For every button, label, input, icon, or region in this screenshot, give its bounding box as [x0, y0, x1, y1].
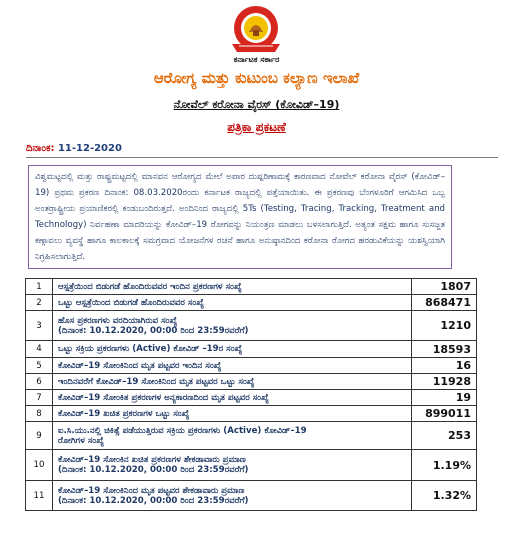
row-description-text: ಕೋವಿಡ್–19 ಸೋಂಕಿನಿಂದ ಮೃತ ಪಟ್ಟವರ ಇಂದಿನ ಸಂಖ್ಯೆ [58, 360, 222, 371]
table-row [26, 406, 477, 422]
table-row [26, 279, 477, 295]
karnataka-emblem-icon [227, 4, 285, 56]
row-value: 1.19% [412, 450, 477, 481]
row-description-text: ಐ.ಸಿ.ಯು.ನಲ್ಲಿ ಚಿಕಿತ್ಸೆ ಪಡೆಯುತ್ತಿರುವ ಸಕ್ರಿಯ ಪ್ರಕರಣಗಳು (Active) ಕೋವಿಡ್–19 [58, 425, 307, 436]
row-value: 1210 [412, 311, 477, 341]
row-description-text: ಕೋವಿಡ್–19 ಸೋಂಕಿನ ಖಚಿತ ಪ್ರಕರಣಗಳ ಶೇಕಡಾವಾರು ಪ್ರಮಾಣ [58, 455, 246, 465]
row-value: 19 [412, 390, 477, 406]
table-row [26, 295, 477, 311]
table-row [26, 374, 477, 390]
table-row [26, 481, 477, 511]
subject-title: ನೋವೆಲ್ ಕರೋನಾ ವೈರಸ್ (ಕೋವಿಡ್–19) [173, 98, 340, 111]
press-release-title: ಪತ್ರಿಕಾ ಪ್ರಕಟಣೆ [227, 120, 286, 134]
row-description [53, 374, 412, 390]
row-description-text: ಕೋವಿಡ್–19 ಸೋಂಕಿನಿಂದ ಮೃತ ಪಟ್ಟವರ ಶೇಕಡಾವಾರು ಪ್ರಮಾಣ [58, 485, 245, 496]
row-description-text: ಆಸ್ಪತ್ರೆಯಿಂದ ಬಿಡುಗಡೆ ಹೊಂದಿರುವವರ ಇಂದಿನ ಪ್ರಕರಣಗಳ ಸಂಖ್ಯೆ [58, 281, 242, 292]
row-description [53, 481, 412, 511]
date-value: 11-12-2020 [57, 143, 122, 154]
row-description-subtext: (ದಿನಾಂಕ: 10.12.2020, 00:00 ರಿಂದ 23:59ರವರೆಗೆ) [58, 465, 249, 475]
row-description-subtext: (ದಿನಾಂಕ: 10.12.2020, 00:00 ರಿಂದ 23:59ರವರೆಗೆ) [58, 325, 249, 336]
row-description [53, 358, 412, 374]
row-number: 2 [26, 295, 53, 311]
row-number: 6 [26, 374, 53, 390]
government-name: ಕರ್ನಾಟಕ ಸರ್ಕಾರ [233, 55, 280, 64]
date-label: ದಿನಾಂಕ: [26, 143, 55, 154]
row-value: 1807 [412, 279, 477, 295]
row-description-text: ಕೋವಿಡ್–19 ಸೋಂಕಿತ ಪ್ರಕರಣಗಳ ಅನ್ಯಕಾರಣದಿಂದ ಮೃತ ಪಟ್ಟವರ ಸಂಖ್ಯೆ [58, 392, 269, 403]
department-title: ಆರೋಗ್ಯ ಮತ್ತು ಕುಟುಂಬ ಕಲ್ಯಾಣ ಇಲಾಖೆ [153, 69, 360, 87]
table-row [26, 311, 477, 341]
row-description-text: ಕೋವಿಡ್–19 ಖಚಿತ ಪ್ರಕರಣಗಳ ಒಟ್ಟು ಸಂಖ್ಯೆ [58, 408, 190, 419]
table-row [26, 422, 477, 450]
table-row [26, 450, 477, 481]
row-number: 4 [26, 341, 53, 358]
row-description [53, 279, 412, 295]
row-description-text: ಹೊಸ ಪ್ರಕರಣಗಳು ವರದಿಯಾಗಿರುವ ಸಂಖ್ಯೆ [58, 315, 178, 326]
statistics-table [25, 278, 477, 511]
row-description-text: ಒಟ್ಟು ಆಸ್ಪತ್ರೆಯಿಂದ ಬಿಡುಗಡೆ ಹೊಂದಿರುವವರ ಸಂಖ್ಯೆ [58, 297, 205, 308]
row-value: 253 [412, 422, 477, 450]
row-description-text: ಒಟ್ಟು ಸಕ್ರಿಯ ಪ್ರಕರಣಗಳು (Active) ಕೋವಿಡ್ –19ರ ಸಂಖ್ಯೆ [58, 344, 243, 354]
row-value: 16 [412, 358, 477, 374]
row-number: 7 [26, 390, 53, 406]
row-value: 1.32% [412, 481, 477, 511]
row-number: 9 [26, 422, 53, 450]
row-value: 899011 [412, 406, 477, 422]
table-row [26, 390, 477, 406]
row-value: 11928 [412, 374, 477, 390]
row-value: 18593 [412, 341, 477, 358]
row-description [53, 406, 412, 422]
row-number: 5 [26, 358, 53, 374]
divider [26, 157, 498, 158]
row-description-subtext: ರೋಗಿಗಳ ಸಂಖ್ಯೆ [58, 435, 105, 446]
row-value: 868471 [412, 295, 477, 311]
row-description [53, 311, 412, 341]
row-description [53, 450, 412, 481]
row-number: 3 [26, 311, 53, 341]
row-description [53, 295, 412, 311]
row-description-text: ಇಂದಿನವರೆಗೆ ಕೋವಿಡ್–19 ಸೋಂಕಿನಿಂದ ಮೃತ ಪಟ್ಟವರ ಒಟ್ಟು ಸಂಖ್ಯೆ [58, 376, 255, 387]
table-row [26, 358, 477, 374]
row-description [53, 422, 412, 450]
date-line [26, 143, 122, 154]
row-number: 10 [26, 450, 53, 481]
intro-paragraph: ವಿಶ್ವಮಟ್ಟದಲ್ಲಿ ಮತ್ತು ರಾಷ್ಟ್ರಮಟ್ಟದಲ್ಲಿ ಮಾನವನ ಆರೋಗ್ಯದ ಮೇಲೆ ಅಪಾರ ದುಷ್ಪರಿಣಾಮಕ್ಕೆ ಕಾರಣವಾದ ನೋವೆಲ್ ಕರೋನಾ ವೈರಸ್ (ಕೋವಿಡ್–19) ಪ್ರಥಮ ಪ್ರಕರಣ ದಿನಾಂಕ: 08.03.2020ರಂದು ಕರ್ನಾಟಕ ರಾಜ್ಯದಲ್ಲಿ ಪತ್ತೆಯಾಯಿತು. ಈ ಪ್ರಕರಣವು ಬೆಂಗಳೂರಿಗೆ ಆಗಮಿಸಿದ ಒಬ್ಬ ಅಂತರ್ರಾಷ್ಟ್ರೀಯ ಪ್ರಯಾಣಿಕರಲ್ಲಿ ಕಂಡುಬಂದಿರುತ್ತದೆ. ಅಂದಿನಿಂದ ರಾಜ್ಯದಲ್ಲಿ 5Ts (Testing, Tracing, Tracking, Treatment and Technology) ನಿರ್ವಹಣಾ ಮಾದರಿಯನ್ನು ಕೋವಿಡ್–19 ರೋಗವನ್ನು ನಿಯಂತ್ರಣ ಮಾಡಲು ಬಳಸಲಾಗುತ್ತಿದೆ. ಅತ್ಯಂತ ಸಕ್ಷಮ ಹಾಗೂ ಸುಸಜ್ಜತ ಕಣ್ಗಾವಲು ವ್ಯವಸ್ಥೆ ಹಾಗೂ ಕಾಲಕಾಲಕ್ಕೆ ಸಮಗ್ರವಾದ ಯೋಜನೆಗಳ ರಚನೆ ಹಾಗೂ ಅನುಷ್ಠಾನದಿಂದ ಕರೋನಾ ರೋಗದ ಹರಡುವಿಕೆಯನ್ನು ಯಶಸ್ವಿಯಾಗಿ ನಿಗ್ರಹಿಸಲಾಗುತ್ತಿದೆ. [28, 165, 452, 269]
row-number: 11 [26, 481, 53, 511]
row-number: 1 [26, 279, 53, 295]
row-description [53, 341, 412, 358]
row-description-subtext: (ದಿನಾಂಕ: 10.12.2020, 00:00 ರಿಂದ 23:59ರವರೆಗೆ) [58, 495, 249, 506]
row-description [53, 390, 412, 406]
table-row [26, 341, 477, 358]
row-number: 8 [26, 406, 53, 422]
